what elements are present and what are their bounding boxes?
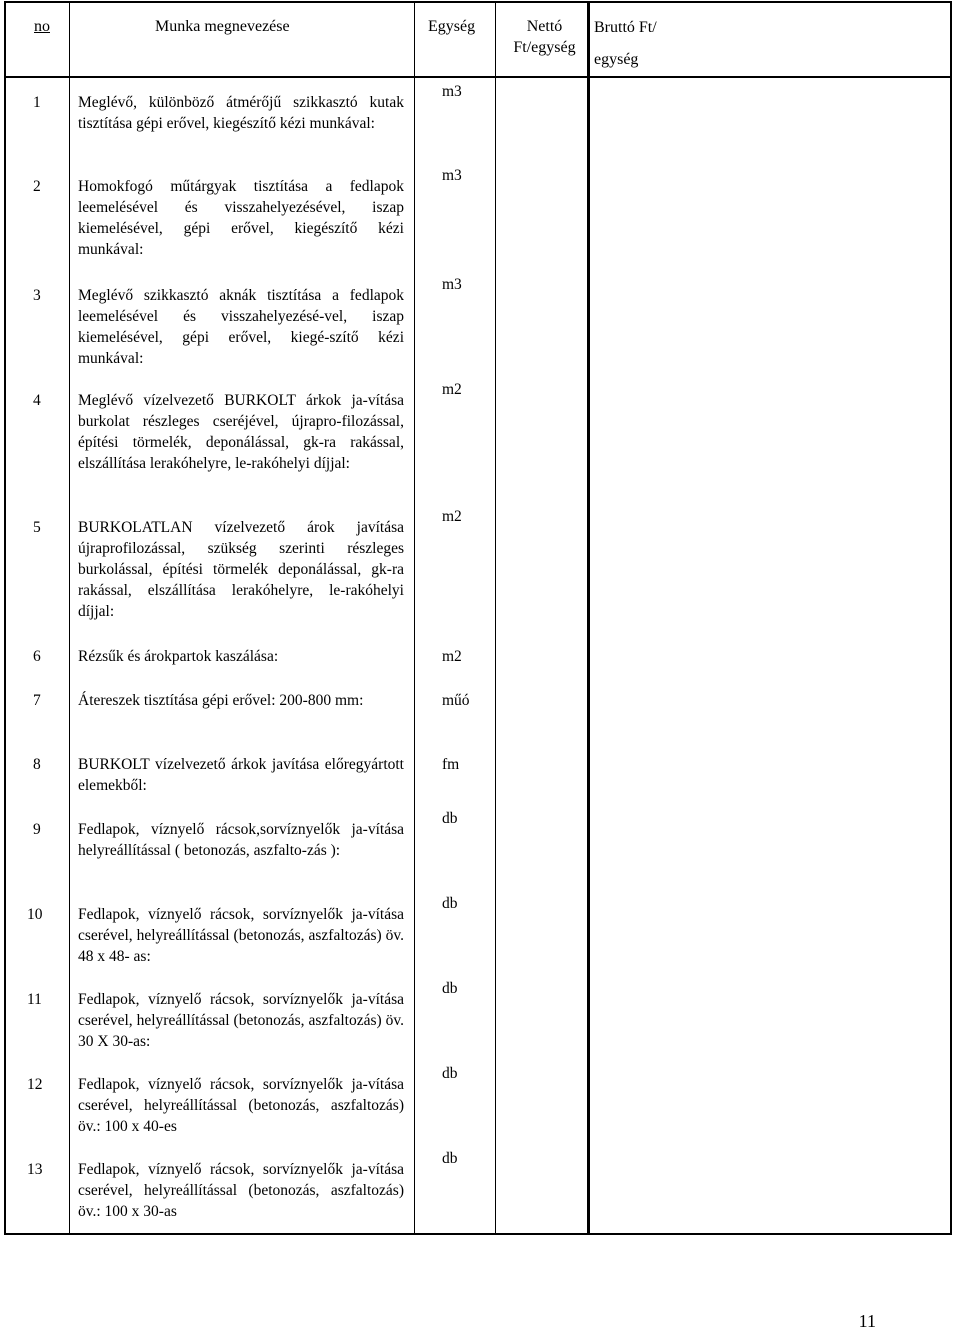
row-number: 5 xyxy=(33,519,41,536)
row-description: Rézsűk és árokpartok kaszálása: xyxy=(78,648,279,665)
row-unit: db xyxy=(442,1150,458,1167)
row-description: BURKOLATLAN vízelvezető árok javítása újraprofilozással, szükség szerinti részleges burkolással, építési törmelék deponálással, gk-ra rakással, elszállítása lerakóhelyre, le-rakóhelyi díjjal: xyxy=(78,519,404,620)
row-number: 11 xyxy=(27,991,42,1008)
row-description: Fedlapok, víznyelő rácsok, sorvíznyelők ja-vítása cserével, helyreállítással (betonozás, aszfaltozás) öv.: 100 x 30-as xyxy=(78,1161,404,1220)
row-description: Fedlapok, víznyelő rácsok, sorvíznyelők ja-vítása cserével, helyreállítással (betonozás, aszfaltozás) öv. 30 X 30-as: xyxy=(78,991,404,1050)
row-unit: db xyxy=(442,1065,458,1082)
row-number: 6 xyxy=(33,648,41,665)
row-description: Fedlapok, víznyelő rácsok, sorvíznyelők ja-vítása cserével, helyreállítással (betonozás, aszfaltozás) öv.: 100 x 40-es xyxy=(78,1076,404,1135)
header-divider xyxy=(4,76,950,78)
row-unit: db xyxy=(442,980,458,997)
header-net-price: Nettó Ft/egység xyxy=(513,18,576,56)
row-number: 4 xyxy=(33,392,41,409)
row-description: Meglévő vízelvezető BURKOLT árkok ja-vítása burkolat részleges cseréjével, újrapro-filozással, építési törmelék, deponálással, gk-ra rakással, elszállítása lerakóhelyre, le-rakóhelyi díjjal: xyxy=(78,392,404,472)
row-number: 8 xyxy=(33,756,41,773)
row-description: Fedlapok, víznyelő rácsok,sorvíznyelők ja-vítása helyreállítással ( betonozás, aszfalto-zás ): xyxy=(78,821,404,859)
row-unit: m2 xyxy=(442,508,462,525)
row-number: 12 xyxy=(27,1076,43,1093)
row-unit: m3 xyxy=(442,167,462,184)
row-unit: m2 xyxy=(442,381,462,398)
row-number: 3 xyxy=(33,287,41,304)
row-number: 2 xyxy=(33,178,41,195)
row-unit: m2 xyxy=(442,648,462,665)
column-divider xyxy=(414,1,415,1234)
row-unit: m3 xyxy=(442,83,462,100)
row-number: 1 xyxy=(33,94,41,111)
column-divider xyxy=(587,1,590,1234)
header-no: no xyxy=(34,18,50,35)
row-description: Átereszek tisztítása gépi erővel: 200-800 mm: xyxy=(78,692,364,709)
row-description: Meglévő szikkasztó aknák tisztítása a fedlapok leemelésével és visszahelyezésé-vel, iszap kiemelésével, gépi erővel, kiegé-szítő kézi munkával: xyxy=(78,287,404,367)
row-number: 13 xyxy=(27,1161,43,1178)
row-description: Meglévő, különböző átmérőjű szikkasztó kutak tisztítása gépi erővel, kiegészítő kézi munkával: xyxy=(78,94,404,132)
row-unit: műó xyxy=(442,692,470,709)
column-divider xyxy=(495,1,496,1234)
header-work-name: Munka megnevezése xyxy=(155,18,290,35)
row-description: Fedlapok, víznyelő rácsok, sorvíznyelők ja-vítása cserével, helyreállítással (betonozás, aszfaltozás) öv. 48 x 48- as: xyxy=(78,906,404,965)
row-number: 10 xyxy=(27,906,43,923)
row-unit: db xyxy=(442,810,458,827)
row-number: 9 xyxy=(33,821,41,838)
header-gross-price: Bruttó Ft/ egység xyxy=(594,19,657,68)
row-unit: m3 xyxy=(442,276,462,293)
header-unit: Egység xyxy=(428,18,476,35)
page-number: 11 xyxy=(858,1311,876,1331)
row-unit: db xyxy=(442,895,458,912)
row-description: BURKOLT vízelvezető árkok javítása előregyártott elemekből: xyxy=(78,756,404,794)
row-unit: fm xyxy=(442,756,460,773)
column-divider xyxy=(69,1,70,1234)
row-number: 7 xyxy=(33,692,41,709)
row-description: Homokfogó műtárgyak tisztítása a fedlapok leemelésével és visszahelyezésével, iszap kiemelésével, gépi erővel, kiegészítő kézi munkával: xyxy=(78,178,404,258)
